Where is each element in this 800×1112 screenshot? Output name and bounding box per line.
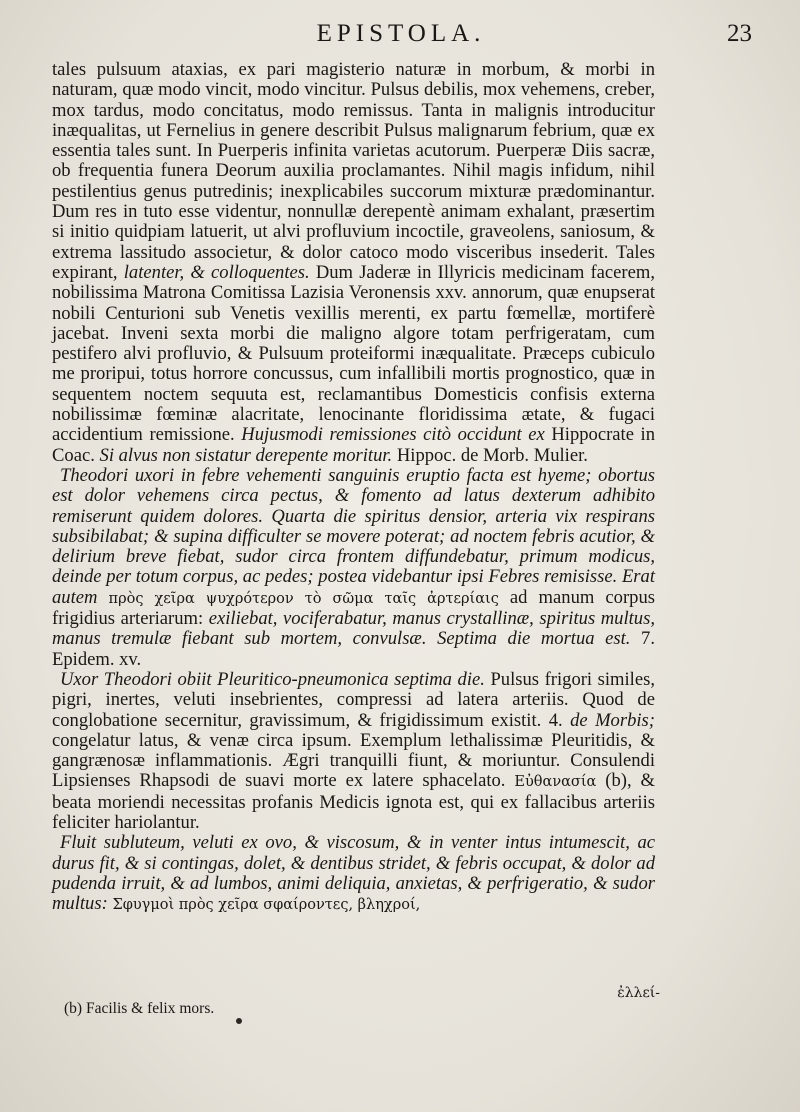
text-run: (b), & beata moriendi necessitas profanis Medicis ignota est, qui ex fallacibus arteriis feliciter hariolantur. — [52, 770, 655, 833]
running-title: EPISTOLA. — [316, 20, 486, 47]
italic-run: Fluit subluteum, veluti ex ovo, & viscosum, & in venter intus intumescit, ac durus fit, & si contingas, dolet, & dentibus stridet, & febris occupat, & dolor ad pudenda irruit, & ad lumbos, animi deliquia, anxietas, & perfrigeratio, & sudor multus: — [52, 832, 655, 915]
citation: Hippocrate in Coac. — [52, 424, 656, 466]
greek-text: Σφυγμοὶ πρὸς χεῖρα σφαίροντες, βληχροί, — [112, 897, 421, 914]
footnote: (b) Facilis & felix mors. — [64, 1000, 215, 1017]
text-run: ad manum corpus frigidius arteriarum: — [52, 586, 655, 630]
paragraph-4 — [52, 833, 655, 915]
ink-spot — [236, 1018, 242, 1024]
italic-run: Uxor Theodori obiit Pleuritico-pneumonica septima die. — [60, 668, 485, 690]
text-run: congelatur latus, & venæ circa ipsum. Exemplum lethalissimæ Pleuritidis, & gangrænosæ inflammationis. Ægri tranquilli fiunt, & moriuntur. Consulendi Lipsienses Rhapsodi de suavi morte ex latere sphacelato. — [52, 729, 655, 792]
catchword: ἐλλεί- — [617, 985, 660, 1001]
italic-run: latenter, & colloquentes. — [123, 261, 310, 283]
italic-run: Theodori uxori in febre vehementi sanguinis eruptio facta est hyeme; obortus est dolor vehemens circa pectus, & fomento ad latus dexterum adhibito remiserunt quidem dolores. Quarta die spiritus densior, arteria vix respirans subsibilabat; & supina difficulter se movere poterat; ad noctem febris acutior, & delirium breve fiebat, sudor circa frontem diffundebatur, primum modicus, deinde per totum corpus, ac pedes; postea videbantur ipsi Febres remisisse. Erat autem — [52, 464, 655, 608]
citation: Hippoc. de Morb. Mulier. — [396, 444, 588, 466]
text-run: Dum Jaderæ in Illyricis medicinam facerem, nobilissima Matrona Comitissa Lazisia Veronensis xxv. annorum, quæ enupserat nobili Centurioni sub Venetis vexillis merenti, ex partu fœmellæ, mortiferè jacebat. Inveni sexta morbi die maligno algore totam perfrigeratam, cum pestifero alvi profluvio, & Pulsuum proteiformi inæqualitate. Præceps cubiculo me proripui, totus horrore concussus, cum infallibili mortis prognostico, quæ in sequentem noctem sequuta est, reclamantibus Domesticis confisis externa nobilissimæ fœminæ alacritate, lenocinante floridissima ætate, & fugaci accidentium remissione. — [52, 261, 655, 446]
greek-text: Εὐθανασία — [514, 774, 597, 791]
italic-run: de Morbis; — [570, 709, 655, 731]
page-header — [50, 14, 752, 54]
body-text — [52, 60, 655, 915]
italic-run: exiliebat, vociferabatur, manus crystallinæ, spiritus multus, manus tremulæ fiebant sub mortem, convulsæ. Septima die mortua est. — [52, 608, 655, 650]
text-run: Quod de conglobatione secernitur, gravissimum, & frigidissimum existit. 4. — [52, 689, 655, 731]
text-run: Pulsus frigori similes, pigri, inertes, veluti insebrientes, compressi ad latera arteriis. — [52, 668, 655, 711]
page-number: 23 — [727, 20, 752, 47]
italic-run: Si alvus non sistatur derepente moritur. — [99, 444, 393, 466]
text-run: tales pulsuum ataxias, ex pari magisterio naturæ in morbum, & morbi in naturam, quæ modo vincit, modo vincitur. Pulsus debilis, mox vehemens, creber, mox tardus, modo concitatus, modo remissus. Tanta in malignis introducitur inæqualitas, ut Fernelius in genere describit Pulsus malignarum febrium, quæ ex essentia tales sunt. In Puerperis infinita varietas acutorum. Puerperæ Diis sacræ, ob frequentia funera Deorum auxilia proclamantes. Nihil magis infidum, nihil pestilentius genus putredinis; inexplicabiles succorum mixturæ prædominantur. Dum res in tuto esse videntur, nonnullæ derepentè animam exhalant, præsertim si initio quidpiam latuerit, ut alvi profluvium incoctile, graveolens, saniosum, & extrema lassitudo associetur, & dolor catoco modo visceribus insederit. Tales expirant, — [52, 59, 655, 283]
paragraph-1 — [52, 60, 655, 466]
citation: 7. Epidem. xv. — [52, 628, 655, 670]
italic-run: Hujusmodi remissiones citò occidunt ex — [241, 424, 545, 446]
paragraph-2 — [52, 466, 655, 670]
paragraph-3 — [52, 670, 655, 833]
greek-text: πρὸς χεῖρα ψυχρότερον τὸ σῶμα ταῖς ἀρτερίαις — [108, 590, 499, 607]
